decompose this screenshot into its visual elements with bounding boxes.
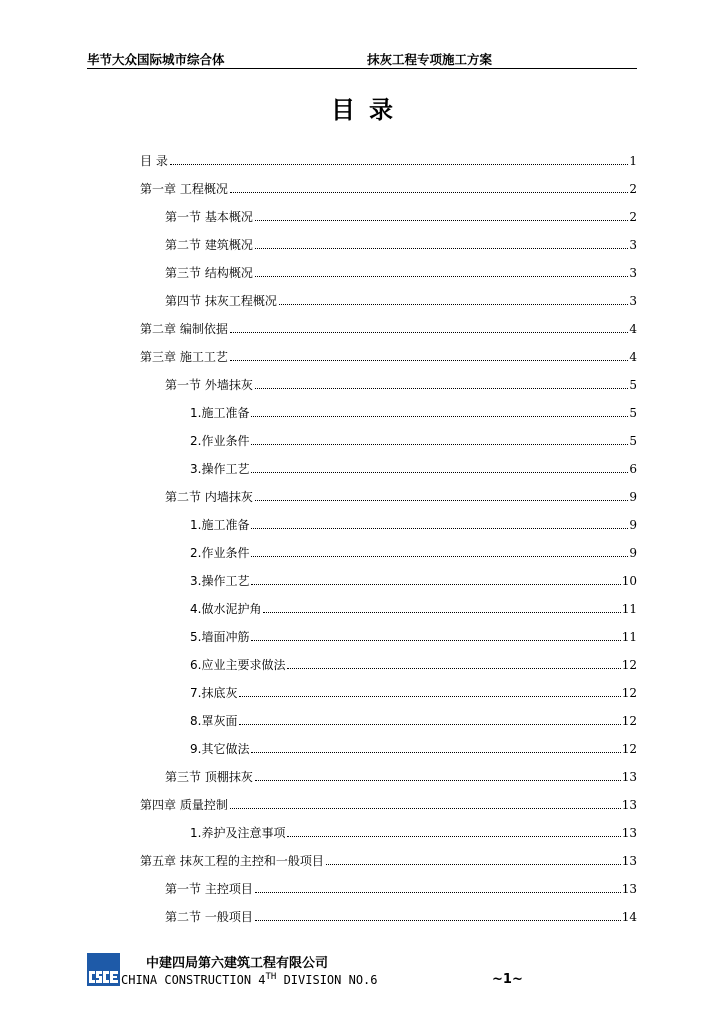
toc-entry-text: 第五章 抹灰工程的主控和一般项目 xyxy=(140,854,324,868)
toc-entry-page: 4 xyxy=(629,322,637,336)
toc-entry[interactable] xyxy=(165,196,637,224)
toc-entry[interactable] xyxy=(140,308,637,336)
footer-company-name-en xyxy=(121,972,378,987)
toc-entry[interactable] xyxy=(140,840,637,868)
toc-leader-dots xyxy=(251,751,620,753)
toc-entry[interactable] xyxy=(165,896,637,924)
toc-entry[interactable] xyxy=(190,560,637,588)
toc-entry[interactable] xyxy=(165,476,637,504)
toc-entry-text: 1.养护及注意事项 xyxy=(190,826,286,840)
toc-entry-text: 9.其它做法 xyxy=(190,742,250,756)
toc-entry-page: 11 xyxy=(621,602,637,616)
toc-leader-dots xyxy=(255,891,621,893)
toc-entry[interactable] xyxy=(190,392,637,420)
header-rule xyxy=(87,68,637,69)
toc-entry-text: 第三节 结构概况 xyxy=(165,266,253,280)
toc-entry-page: 2 xyxy=(629,182,637,196)
toc-entry-text: 第一节 基本概况 xyxy=(165,210,253,224)
toc-entry-page: 3 xyxy=(629,238,637,252)
toc-entry-text: 3.操作工艺 xyxy=(190,462,250,476)
cscec-logo-icon xyxy=(87,953,120,986)
running-header xyxy=(87,50,637,68)
toc-entry-page: 5 xyxy=(629,406,637,420)
toc-entry-text: 1.施工准备 xyxy=(190,406,250,420)
toc-entry-page: 13 xyxy=(621,798,637,812)
toc-entry[interactable] xyxy=(190,728,637,756)
toc-entry[interactable] xyxy=(190,700,637,728)
toc-entry-text: 第三章 施工工艺 xyxy=(140,350,228,364)
toc-entry-text: 第二节 内墙抹灰 xyxy=(165,490,253,504)
toc-entry-page: 13 xyxy=(621,854,637,868)
toc-entry[interactable] xyxy=(190,504,637,532)
toc-entry-text: 第一节 主控项目 xyxy=(165,882,253,896)
toc-entry-text: 第四节 抹灰工程概况 xyxy=(165,294,277,308)
toc-leader-dots xyxy=(230,807,621,809)
toc-leader-dots xyxy=(255,219,629,221)
toc-entry-page: 12 xyxy=(621,658,637,672)
toc-entry[interactable] xyxy=(190,448,637,476)
toc-entry-text: 第二节 建筑概况 xyxy=(165,238,253,252)
toc-leader-dots xyxy=(287,835,620,837)
toc-entry[interactable] xyxy=(140,784,637,812)
toc-leader-dots xyxy=(255,275,629,277)
toc-entry-page: 2 xyxy=(629,210,637,224)
toc-leader-dots xyxy=(230,191,629,193)
toc-entry-page: 13 xyxy=(621,826,637,840)
toc-entry[interactable] xyxy=(140,140,637,168)
toc-entry-text: 目 录 xyxy=(140,154,168,168)
footer-en-suffix: DIVISION NO.6 xyxy=(276,973,378,987)
toc-entry-text: 6.应业主要求做法 xyxy=(190,658,286,672)
page-number: ~1~ xyxy=(492,972,523,987)
page-title: 目录 xyxy=(331,96,407,124)
toc-leader-dots xyxy=(251,583,620,585)
toc-entry[interactable] xyxy=(190,812,637,840)
toc-entry-text: 第二章 编制依据 xyxy=(140,322,228,336)
toc-entry-text: 第三节 顶棚抹灰 xyxy=(165,770,253,784)
toc-entry[interactable] xyxy=(165,868,637,896)
toc-entry-text: 第一节 外墙抹灰 xyxy=(165,378,253,392)
toc-entry-text: 8.罩灰面 xyxy=(190,714,238,728)
toc-entry-page: 4 xyxy=(629,350,637,364)
header-project-name: 毕节大众国际城市综合体 xyxy=(87,52,225,67)
toc-leader-dots xyxy=(255,779,621,781)
toc-entry[interactable] xyxy=(140,168,637,196)
toc-entry-text: 7.抹底灰 xyxy=(190,686,238,700)
toc-leader-dots xyxy=(326,863,621,865)
toc-entry[interactable] xyxy=(165,280,637,308)
toc-entry-page: 10 xyxy=(621,574,637,588)
toc-entry[interactable] xyxy=(165,756,637,784)
toc-leader-dots xyxy=(251,415,628,417)
toc-leader-dots xyxy=(170,163,629,165)
toc-entry[interactable] xyxy=(190,420,637,448)
header-document-title: 抹灰工程专项施工方案 xyxy=(367,52,493,67)
toc-leader-dots xyxy=(251,443,628,445)
toc-leader-dots xyxy=(255,919,621,921)
toc-entry-page: 13 xyxy=(621,882,637,896)
toc-entry-page: 5 xyxy=(629,434,637,448)
toc-entry-page: 13 xyxy=(621,770,637,784)
toc-entry[interactable] xyxy=(190,616,637,644)
toc-entry[interactable] xyxy=(140,336,637,364)
toc-leader-dots xyxy=(230,359,629,361)
toc-entry-page: 3 xyxy=(629,266,637,280)
toc-entry-text: 5.墙面冲筋 xyxy=(190,630,250,644)
toc-entry-text: 2.作业条件 xyxy=(190,434,250,448)
footer-en-prefix: CHINA CONSTRUCTION 4 xyxy=(121,973,266,987)
toc-entry-page: 3 xyxy=(629,294,637,308)
toc-entry-page: 1 xyxy=(629,154,637,168)
toc-leader-dots xyxy=(251,471,628,473)
toc-entry[interactable] xyxy=(190,644,637,672)
toc-entry-text: 第一章 工程概况 xyxy=(140,182,228,196)
toc-entry[interactable] xyxy=(190,532,637,560)
footer-en-superscript: TH xyxy=(265,972,277,982)
toc-entry-text: 第四章 质量控制 xyxy=(140,798,228,812)
toc-entry[interactable] xyxy=(190,588,637,616)
toc-entry-page: 11 xyxy=(621,630,637,644)
toc-leader-dots xyxy=(279,303,629,305)
toc-leader-dots xyxy=(230,331,629,333)
footer-company-name-cn: 中建四局第六建筑工程有限公司 xyxy=(146,956,329,971)
toc-entry-text: 第二节 一般项目 xyxy=(165,910,253,924)
toc-leader-dots xyxy=(239,723,620,725)
toc-leader-dots xyxy=(239,695,620,697)
toc-entry-page: 5 xyxy=(629,378,637,392)
toc-entry-page: 14 xyxy=(621,910,637,924)
toc-entry-page: 12 xyxy=(621,714,637,728)
toc-leader-dots xyxy=(255,387,629,389)
toc-leader-dots xyxy=(251,527,628,529)
toc-entry[interactable] xyxy=(165,364,637,392)
toc-leader-dots xyxy=(263,611,620,613)
toc-entry-text: 3.操作工艺 xyxy=(190,574,250,588)
toc-leader-dots xyxy=(251,639,620,641)
toc-entry-text: 2.作业条件 xyxy=(190,546,250,560)
toc-leader-dots xyxy=(255,247,629,249)
toc-entry[interactable] xyxy=(165,252,637,280)
toc-entry-page: 12 xyxy=(621,742,637,756)
toc-entry[interactable] xyxy=(190,672,637,700)
toc-entry-page: 12 xyxy=(621,686,637,700)
toc-leader-dots xyxy=(255,499,629,501)
toc-entry[interactable] xyxy=(165,224,637,252)
toc-entry-page: 9 xyxy=(629,518,637,532)
toc-leader-dots xyxy=(287,667,620,669)
toc-entry-page: 6 xyxy=(629,462,637,476)
toc-entry-text: 1.施工准备 xyxy=(190,518,250,532)
toc-leader-dots xyxy=(251,555,628,557)
company-logo xyxy=(87,953,120,986)
toc-entry-page: 9 xyxy=(629,546,637,560)
toc-entry-page: 9 xyxy=(629,490,637,504)
toc-entry-text: 4.做水泥护角 xyxy=(190,602,262,616)
